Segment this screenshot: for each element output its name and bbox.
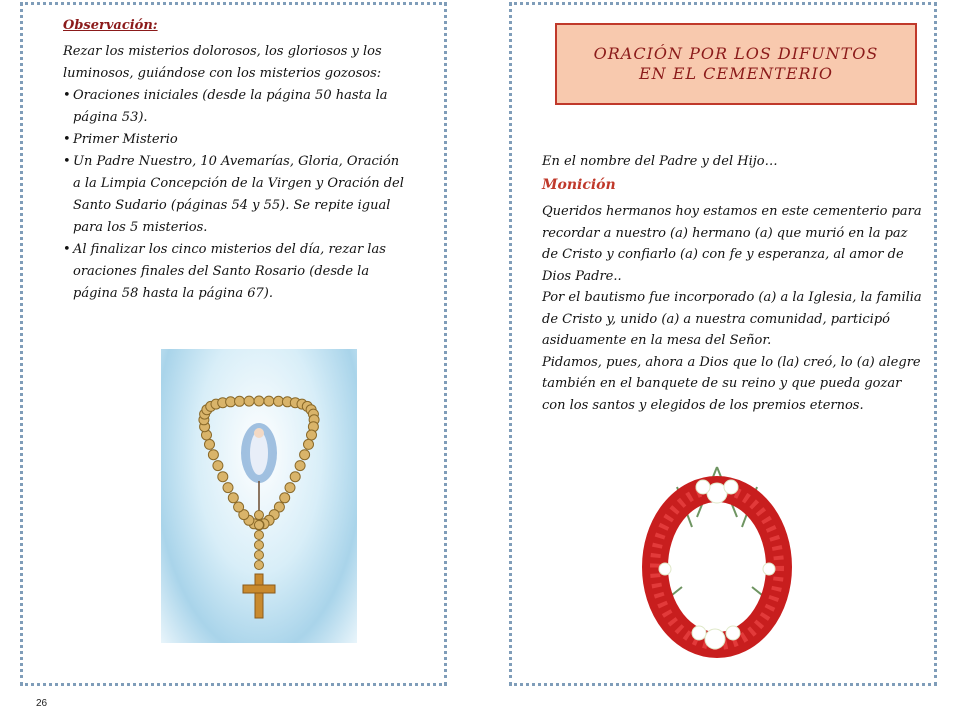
paragraph: Por el bautismo fue incorporado (a) a la Iglesia, la familia de Cristo y, unido (a) a nuestra comunidad, participó asiduamente en la mesa del Señor. <box>542 290 922 348</box>
rosary-bead <box>295 461 305 471</box>
rosary-bead <box>255 511 264 520</box>
page-title: ORACIÓN POR LOS DIFUNTOS <box>593 44 879 63</box>
observation-intro: Rezar los misterios dolorosos, los gloriosos y los luminosos, guiándose con los misterios gozosos: <box>63 44 382 81</box>
bullet-icon: • <box>63 154 71 169</box>
rosary-bead <box>235 396 245 406</box>
observation-title: Observación: <box>63 18 158 33</box>
section-heading: Monición <box>542 177 616 193</box>
rosary-bead <box>244 396 254 406</box>
rosary-bead <box>264 396 274 406</box>
title-box <box>555 23 917 105</box>
rosary-bead <box>304 439 314 449</box>
list-item <box>63 151 408 239</box>
list-item <box>63 85 408 129</box>
rosary-bead <box>213 461 223 471</box>
rosary-bead <box>255 521 264 530</box>
list-item-text: Oraciones iniciales (desde la página 50 hasta la página 53). <box>73 88 388 125</box>
rosary-bead <box>234 502 244 512</box>
rosary-bead <box>255 561 264 570</box>
rosary-bead <box>300 450 310 460</box>
rosary-bead <box>290 472 300 482</box>
page-number: 26 <box>36 698 48 709</box>
monicion-text <box>542 201 927 416</box>
list-item <box>63 129 408 151</box>
rosary-image <box>161 349 357 643</box>
rosary-bead <box>223 483 233 493</box>
list-item-text: Al finalizar los cinco misterios del día, rezar las oraciones finales del Santo Rosario (desde la página 58 hasta la página 67). <box>73 242 386 301</box>
rosary-bead <box>218 472 228 482</box>
right-page <box>509 2 937 686</box>
rosary-bead <box>254 396 264 406</box>
list-item <box>63 239 408 305</box>
rosary-bead <box>255 531 264 540</box>
wreath-icon <box>637 457 797 667</box>
rosary-bead <box>255 541 264 550</box>
list-item-text: Un Padre Nuestro, 10 Avemarías, Gloria, Oración a la Limpia Concepción de la Virgen y Oración del Santo Sudario (páginas 54 y 55). Se repite igual para los 5 misterios. <box>73 154 404 235</box>
rosary-bead <box>205 439 215 449</box>
list-item-text: Primer Misterio <box>73 132 178 147</box>
paragraph: Pidamos, pues, ahora a Dios que lo (la) creó, lo (a) alegre también en el banquete de su reino y que pueda gozar con los santos y elegidos de los premios eternos. <box>542 354 921 413</box>
paragraph: Queridos hermanos hoy estamos en este cementerio para recordar a nuestro (a) hermano (a) que murió en la paz de Cristo y confiarlo (a) con fe y esperanza, al amor de Dios Padre.. <box>542 204 922 284</box>
rosary-bead <box>255 551 264 560</box>
page-subtitle: EN EL CEMENTERIO <box>639 64 833 83</box>
rosary-icon <box>161 349 357 643</box>
rosary-bead <box>228 493 238 503</box>
rosary-bead <box>208 450 218 460</box>
rosary-bead <box>307 430 317 440</box>
observation-text <box>63 41 408 305</box>
bullet-icon: • <box>63 242 71 257</box>
left-page <box>20 2 447 686</box>
bullet-icon: • <box>63 132 71 147</box>
prayer-intro: En el nombre del Padre y del Hijo… <box>542 154 778 169</box>
wreath-image <box>637 457 797 667</box>
rosary-bead <box>285 483 295 493</box>
rosary-bead <box>280 493 290 503</box>
bullet-icon: • <box>63 88 71 103</box>
